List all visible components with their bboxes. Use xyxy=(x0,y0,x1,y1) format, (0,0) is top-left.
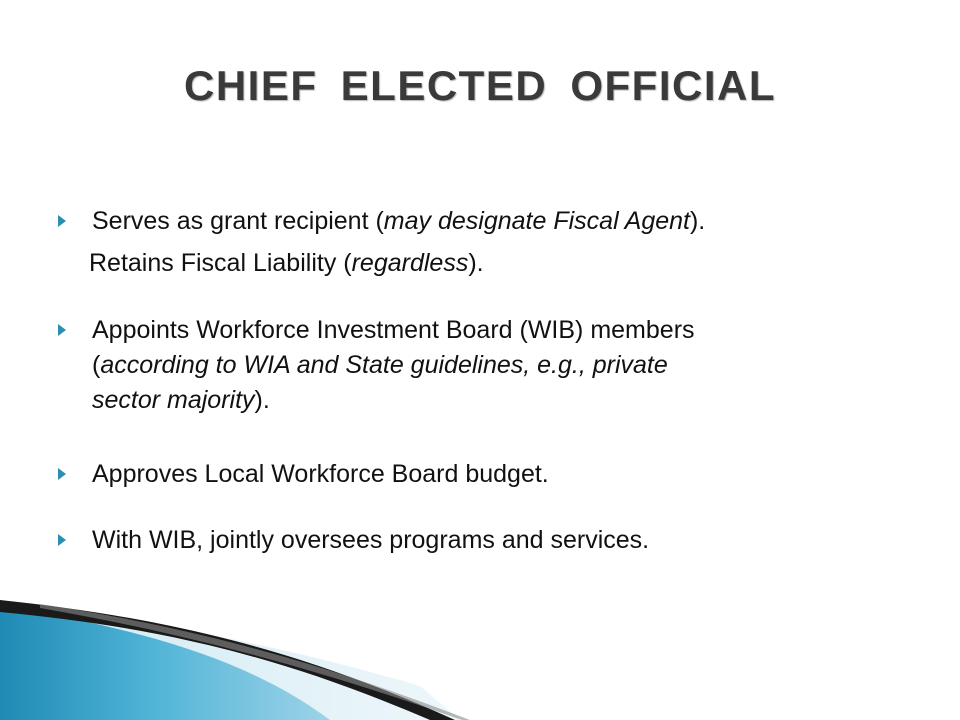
bullet-item-2 xyxy=(92,313,695,418)
bullet-arrow-icon xyxy=(58,324,66,336)
slide-title: CHIEF ELECTED OFFICIAL xyxy=(184,62,776,109)
bullet-item-3 xyxy=(92,457,549,492)
bullet-item-2-line-1: Appoints Workforce Investment Board (WIB) members xyxy=(92,316,695,344)
bullet-arrow-icon xyxy=(58,468,66,480)
bullet-item-2-line-3: sector majority). xyxy=(92,386,270,414)
bullet-item-1-line-1: Serves as grant recipient (may designate Fiscal Agent). xyxy=(92,207,706,235)
bullet-item-4-line-1: With WIB, jointly oversees programs and services. xyxy=(92,526,650,554)
bullet-arrow-icon xyxy=(58,534,66,546)
bullet-item-1 xyxy=(89,204,706,281)
bullet-item-4 xyxy=(92,523,649,558)
bullet-item-3-line-1: Approves Local Workforce Board budget. xyxy=(92,460,549,488)
bullet-item-2-line-2: (according to WIA and State guidelines, e.g., private xyxy=(92,351,668,379)
bullet-arrow-icon xyxy=(58,215,66,227)
bullet-item-1-line-2: Retains Fiscal Liability (regardless). xyxy=(89,249,484,277)
